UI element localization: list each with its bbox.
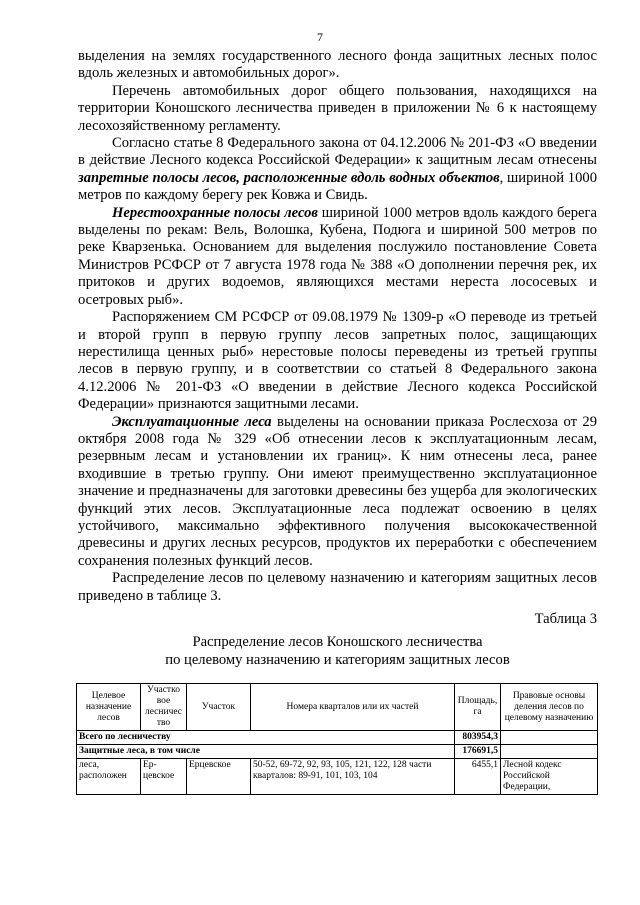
paragraph-5: Распоряжением СМ РСФСР от 09.08.1979 № 1309-р «О переводе из третьей и второй групп в первую группу лесов запретных полос, защищающих нерестилища ценных рыб» нерестовые полосы переведены из третьей группы лесов в первую группу, и в соответствии со статьей 8 Федерального закона 4.12.2006 № 201-ФЗ «О введении в действие Лесного кодекса Российской Федерации» признаются защитными лесами. [78, 309, 597, 413]
page-number: 7 [317, 30, 323, 44]
table-header-row [77, 684, 598, 731]
protective-empty-cell [501, 745, 598, 759]
total-value: 803954,3 [455, 731, 501, 745]
total-label: Всего по лесничеству [77, 731, 455, 745]
table-row-protective [77, 745, 598, 759]
table-row [77, 759, 598, 795]
paragraph-3-tail: , шириной 1000 метров по каждому берегу рек Ковжа и Свидь. [78, 169, 597, 204]
paragraph-3 [78, 135, 597, 205]
table-label: Таблица 3 [534, 611, 597, 627]
exploitation-forests-term: Эксплуатационные леса [112, 413, 272, 430]
document-body [78, 48, 597, 669]
paragraph-6 [78, 414, 597, 571]
forest-distribution-table-wrap [76, 683, 597, 795]
table-caption-line-1: Распределение лесов Коношского лесничества [192, 634, 483, 651]
header-area: Площадь, га [455, 684, 501, 731]
paragraph-6-text: выделены на основании приказа Рослесхоза от 29 октября 2008 года № 329 «Об отнесении лесов к эксплуатационным лесам, резервным лесам и установлении их границ». К ним отнесены леса, ранее входившие в третью группу. Они имеют преимущественно эксплуатационное значение и предназначены для заготовки древесины без ущерба для экологических функций этих лесов. Эксплуатационные леса подлежат освоению в целях устойчивого, максимально эффективного получения высококачественной древесины и других лесных ресурсов, продуктов их переработки с обеспечением сохранения полезных функций лесов. [78, 413, 597, 569]
protective-value: 176691,5 [455, 745, 501, 759]
header-plot: Участок [187, 684, 251, 731]
row-area: 6455,1 [455, 759, 501, 795]
row-district: Ер- цевское [141, 759, 187, 795]
header-legal-basis: Правовые основы деления лесов по целевому назначению [501, 684, 598, 731]
paragraph-3-text: Согласно статье 8 Федерального закона от 04.12.2006 № 201-ФЗ «О введении в действие Лесного кодекса Российской Федерации» к защитным лесам отнесены [78, 135, 597, 169]
row-plot: Ерцевское [187, 759, 251, 795]
paragraph-7: Распределение лесов по целевому назначению и категориям защитных лесов приведено в таблице 3. [78, 570, 597, 604]
spawning-strips-term: Нерестоохранные полосы лесов [112, 204, 318, 221]
table-row-total [77, 731, 598, 745]
header-purpose: Целевое назначение лесов [77, 684, 141, 731]
total-empty-cell [501, 731, 598, 745]
forest-distribution-table [76, 683, 598, 795]
header-district: Участко вое лесничес тво [141, 684, 187, 731]
table-caption-line-2: по целевому назначению и категориям защитных лесов [165, 651, 510, 668]
paragraph-4-text: шириной 1000 метров вдоль каждого берега выделены по рекам: Вель, Волошка, Кубена, Подюга и шириной 500 метров по реке Кварзенька. Основанием для выделения послужило постановление Совета Министров РСФСР от 7 августа 1978 года № 388 «О дополнении перечня рек, их притоков и других водоемов, являющихся местами нереста лососевых и осетровых рыб». [78, 204, 597, 308]
paragraph-2: Перечень автомобильных дорог общего пользования, находящихся на территории Коношского лесничества приведен в приложении № 6 к настоящему лесохозяйственному регламенту. [78, 82, 597, 134]
row-quarters: 50-52, 69-72, 92, 93, 105, 121, 122, 128 части кварталов: 89-91, 101, 103, 104 [251, 759, 455, 795]
row-legal-basis: Лесной кодекс Российской Федерации, [501, 759, 598, 795]
protective-label: Защитные леса, в том числе [77, 745, 455, 759]
header-quarters: Номера кварталов или их частей [251, 684, 455, 731]
paragraph-4 [78, 205, 597, 309]
paragraph-1: выделения на землях государственного лесного фонда защитных лесных полос вдоль железных и автомобильных дорог». [78, 48, 597, 82]
row-purpose: леса, расположен [77, 759, 141, 795]
table-caption [78, 634, 597, 669]
forbidden-strips-term: запретные полосы лесов, расположенные вдоль водных объектов [78, 169, 500, 186]
